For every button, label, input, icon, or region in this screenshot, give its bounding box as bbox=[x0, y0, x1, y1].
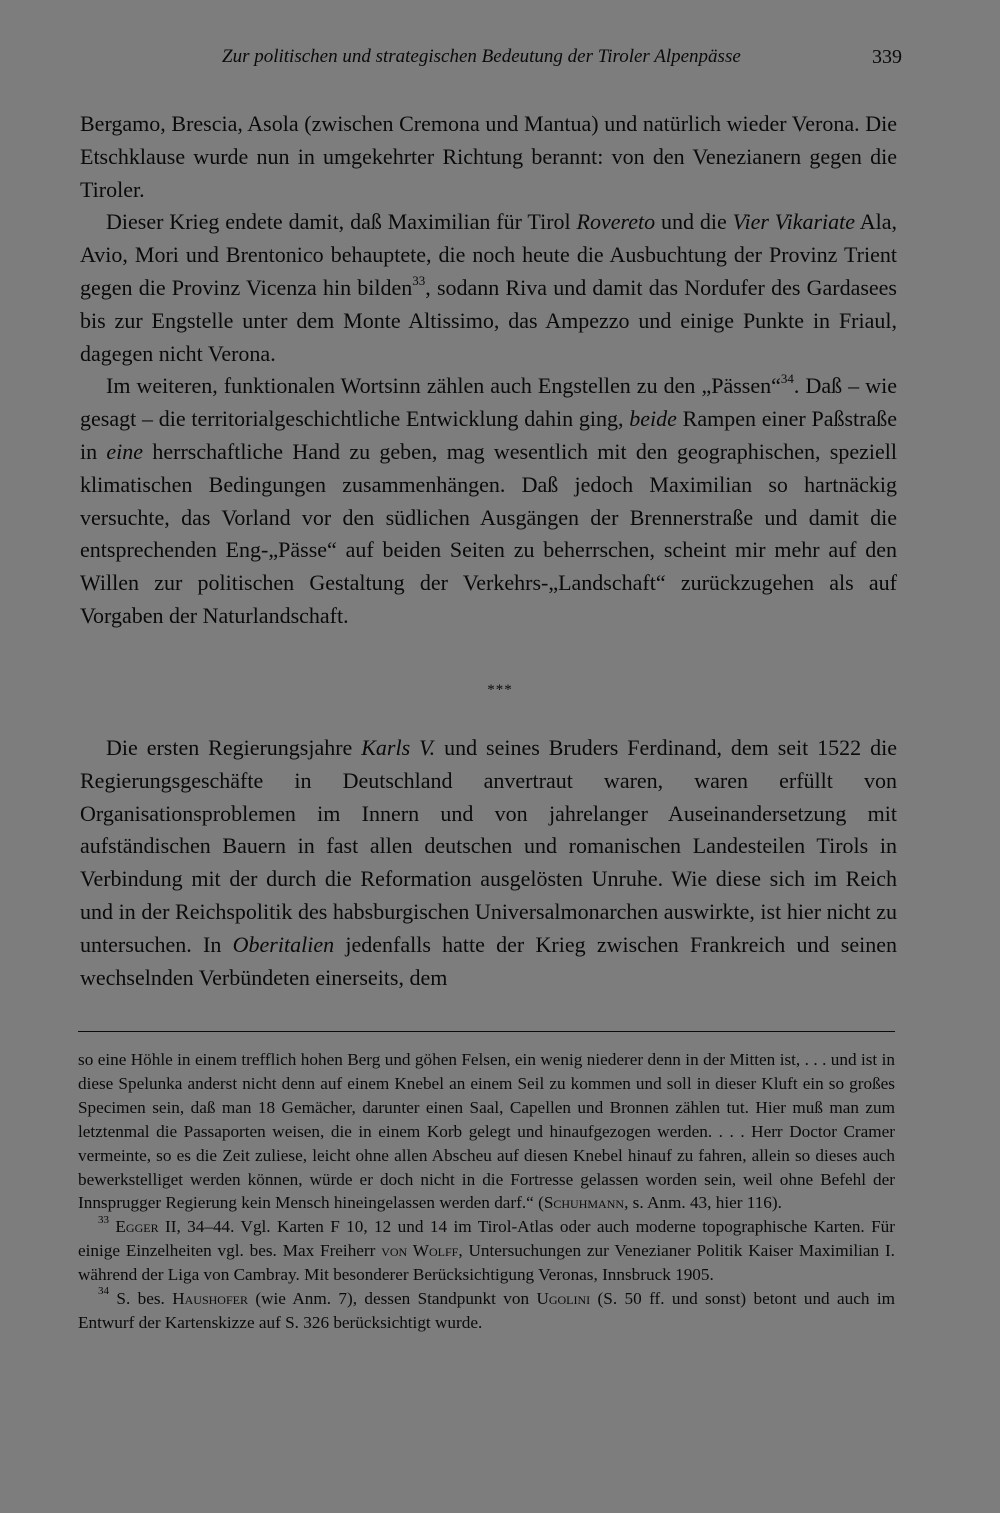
paragraph: Im weiteren, funktionalen Wortsinn zählen auch Engstellen zu den „Pässen“$^{34}$. Daß – wie gesagt – die territorialgeschichtliche Entwicklung dahin ging, beide Rampen einer Paßstraße in eine herrschaftliche Hand zu geben, mag wesentlich mit den geographischen, speziell klimatischen Bedingungen zusammenhängen. Daß jedoch Maximilian so hartnäckig versuchte, das Vorland vor den südlichen Ausgängen der Brennerstraße und damit die entsprechenden Eng-„Pässe“ auf beiden Seiten zu beherrschen, scheint mir mehr auf den Willen zur politischen Gestaltung der Verkehrs-„Landschaft“ zurückzugehen als auf Vorgaben der Naturlandschaft. bbox=[80, 371, 898, 628]
footnote-divider bbox=[78, 1031, 895, 1032]
emphasis: Rovereto bbox=[576, 209, 656, 235]
footnote-number: 34 bbox=[98, 1285, 109, 1298]
author-name: Haushofer bbox=[172, 1289, 248, 1309]
author-name: Ugolini bbox=[536, 1289, 591, 1309]
page-number: 339 bbox=[872, 46, 902, 68]
author-name: von Wolff bbox=[381, 1241, 459, 1261]
page-header bbox=[0, 46, 1000, 76]
footnote-continuation: so eine Höhle in einem trefflich hohen Berg und göhen Felsen, ein wenig niederer denn in der Mitten ist, . . . und ist in diese Spelunka anderst nicht denn auf einem Knebel an einem Seil zu kommen und soll in dieser Kluft ein so großes Specimen sein, daß man 18 Gemächer, darunter einen Saal, Capellen und Bronnen zählen tut. Hier muß man zum letztenmal die Passaporten weisen, die in einem Korb gelegt und hinaufgezogen werden. . . . Herr Doctor Cramer vermeinte, so es die Zeit zuliese, leicht ohne allen Abscheu auf diesen Knebel hinauf zu fahren, allein so dieses auch bewerkstelliget werden können, würde er doch nicht in die Fortresse gelassen worden sein, weil ohne Befehl der Innsprugger Regierung kein Mensch hineingelassen werden darf.“ (Schuhmann, s. Anm. 43, hier 116). bbox=[78, 1050, 895, 1213]
footnotes bbox=[78, 1048, 895, 1335]
footnote-ref: 33 bbox=[412, 272, 426, 288]
footnote-33: $^{33}$ Egger II, 34–44. Vgl. Karten F 10, 12 und 14 im Tirol-Atlas oder auch moderne topographische Karten. Für einige Einzelheiten vgl. bes. Max Freiherr von Wolff, Untersuchungen zur Venezianer Politik Kaiser Maximilian I. während der Liga von Cambray. Mit besonderer Berücksichtigung Veronas, Innsbruck 1905. bbox=[78, 1213, 895, 1285]
footnote-number: 33 bbox=[98, 1213, 109, 1226]
emphasis: eine bbox=[106, 438, 144, 464]
paragraph: Bergamo, Brescia, Asola (zwischen Cremona und Mantua) und natürlich wieder Verona. Die Etschklause wurde nun in umgekehrter Richtung berannt: von den Venezianern gegen die Tiroler. bbox=[80, 111, 897, 202]
main-text-section-2 bbox=[80, 732, 897, 994]
footnote-ref: 34 bbox=[780, 371, 794, 387]
emphasis: beide bbox=[629, 406, 677, 432]
author-name: Egger bbox=[115, 1217, 159, 1237]
main-text-section-1 bbox=[80, 108, 897, 633]
footnote-34: $^{34}$ S. bes. Haushofer (wie Anm. 7), dessen Standpunkt von Ugolini (S. 50 ff. und sonst) betont und auch im Entwurf der Kartenskizze auf S. 326 berücksichtigt wurde. bbox=[78, 1285, 895, 1332]
paragraph: Die ersten Regierungsjahre Karls V. und seines Bruders Ferdinand, dem seit 1522 die Regierungsgeschäfte in Deutschland anvertraut waren, waren erfüllt von Organisationsproblemen im Innern und von jahrelanger Auseinandersetzung mit aufständischen Bauern in fast allen deutschen und romanischen Landesteilen Tirols in Verbindung mit der durch die Reformation ausgelösten Unruhe. Wie diese sich im Reich und in der Reichspolitik des habsburgischen Universalmonarchen auswirkte, ist hier nicht zu untersuchen. In Oberitalien jedenfalls hatte der Krieg zwischen Frankreich und seinen wechselnden Verbündeten einerseits, dem bbox=[80, 735, 898, 990]
emphasis: Vier Vikariate bbox=[732, 209, 856, 235]
emphasis: Karls V. bbox=[361, 735, 436, 760]
emphasis: Oberitalien bbox=[232, 931, 335, 957]
paragraph: Dieser Krieg endete damit, daß Maximilian für Tirol Rovereto und die Vier Vikariate Ala, Avio, Mori und Brentonico behauptete, die noch heute die Ausbuchtung der Provinz Trient gegen die Provinz Vicenza hin bilden$^{33}$, sodann Riva und damit das Nordufer des Gardasees bis zur Engstelle unter dem Monte Altissimo, das Ampezzo und einige Punkte in Friaul, dagegen nicht Verona. bbox=[80, 209, 897, 366]
running-title: Zur politischen und strategischen Bedeutung der Tiroler Alpenpässe bbox=[222, 46, 741, 67]
author-name: Schuhmann bbox=[543, 1193, 625, 1213]
section-separator: *** bbox=[487, 682, 513, 698]
